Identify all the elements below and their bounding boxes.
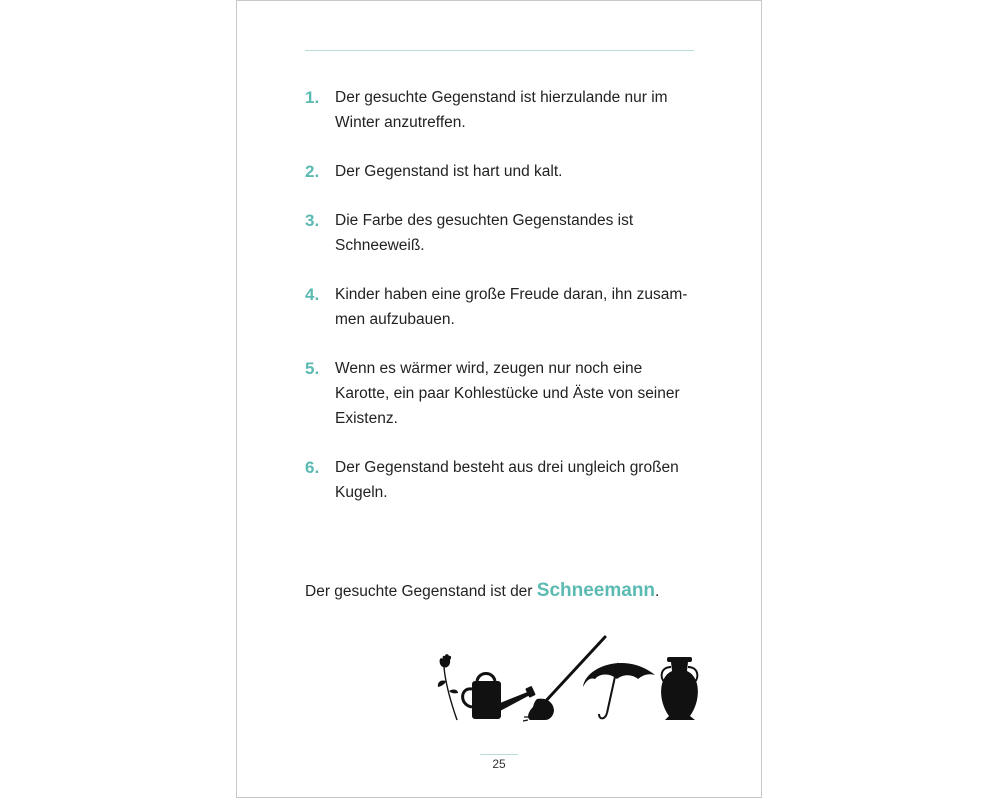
clue-text: Der Gegenstand besteht aus drei ungleich großen Kugeln.: [335, 459, 679, 501]
clue-item: [305, 282, 697, 332]
clue-number: 1.: [305, 88, 320, 107]
clue-list: [305, 85, 697, 505]
rose-icon: [438, 654, 458, 720]
answer-suffix: .: [655, 583, 660, 600]
page-number-rule: [480, 754, 518, 755]
umbrella-icon: [583, 663, 655, 718]
clue-number: 3.: [305, 211, 320, 230]
clue-item: [305, 85, 697, 135]
clue-item: [305, 455, 697, 505]
clue-item: [305, 208, 697, 258]
answer-prefix: Der gesuchte Gegenstand ist der: [305, 583, 537, 600]
clue-text: Der gesuchte Gegenstand ist hierzulande nur im Winter anzutreffen.: [335, 89, 668, 131]
clue-number: 4.: [305, 285, 320, 304]
page-number: 25: [492, 757, 506, 771]
top-divider: [305, 50, 694, 51]
clue-text: Wenn es wärmer wird, zeugen nur noch eine Karotte, ein paar Kohlestücke und Äste von seiner Existenz.: [335, 360, 680, 427]
clue-item: [305, 159, 697, 184]
clue-text: Der Gegenstand ist hart und kalt.: [335, 163, 563, 180]
answer-sentence: [305, 578, 705, 605]
clue-item: [305, 356, 697, 431]
icon-strip: [433, 631, 703, 726]
clue-number: 2.: [305, 162, 320, 181]
book-page: [236, 0, 762, 798]
answer-word: Schneemann: [536, 580, 656, 601]
clue-text: Die Farbe des gesuchten Gegenstandes ist Schneeweiß.: [335, 212, 634, 254]
clue-number: 5.: [305, 359, 320, 378]
vase-icon: [661, 657, 698, 720]
clue-number: 6.: [305, 458, 320, 477]
watering-can-icon: [463, 674, 536, 720]
clue-text: Kinder haben eine große Freude daran, ihn zusam-men aufzubauen.: [335, 286, 688, 328]
broom-icon: [523, 637, 605, 721]
